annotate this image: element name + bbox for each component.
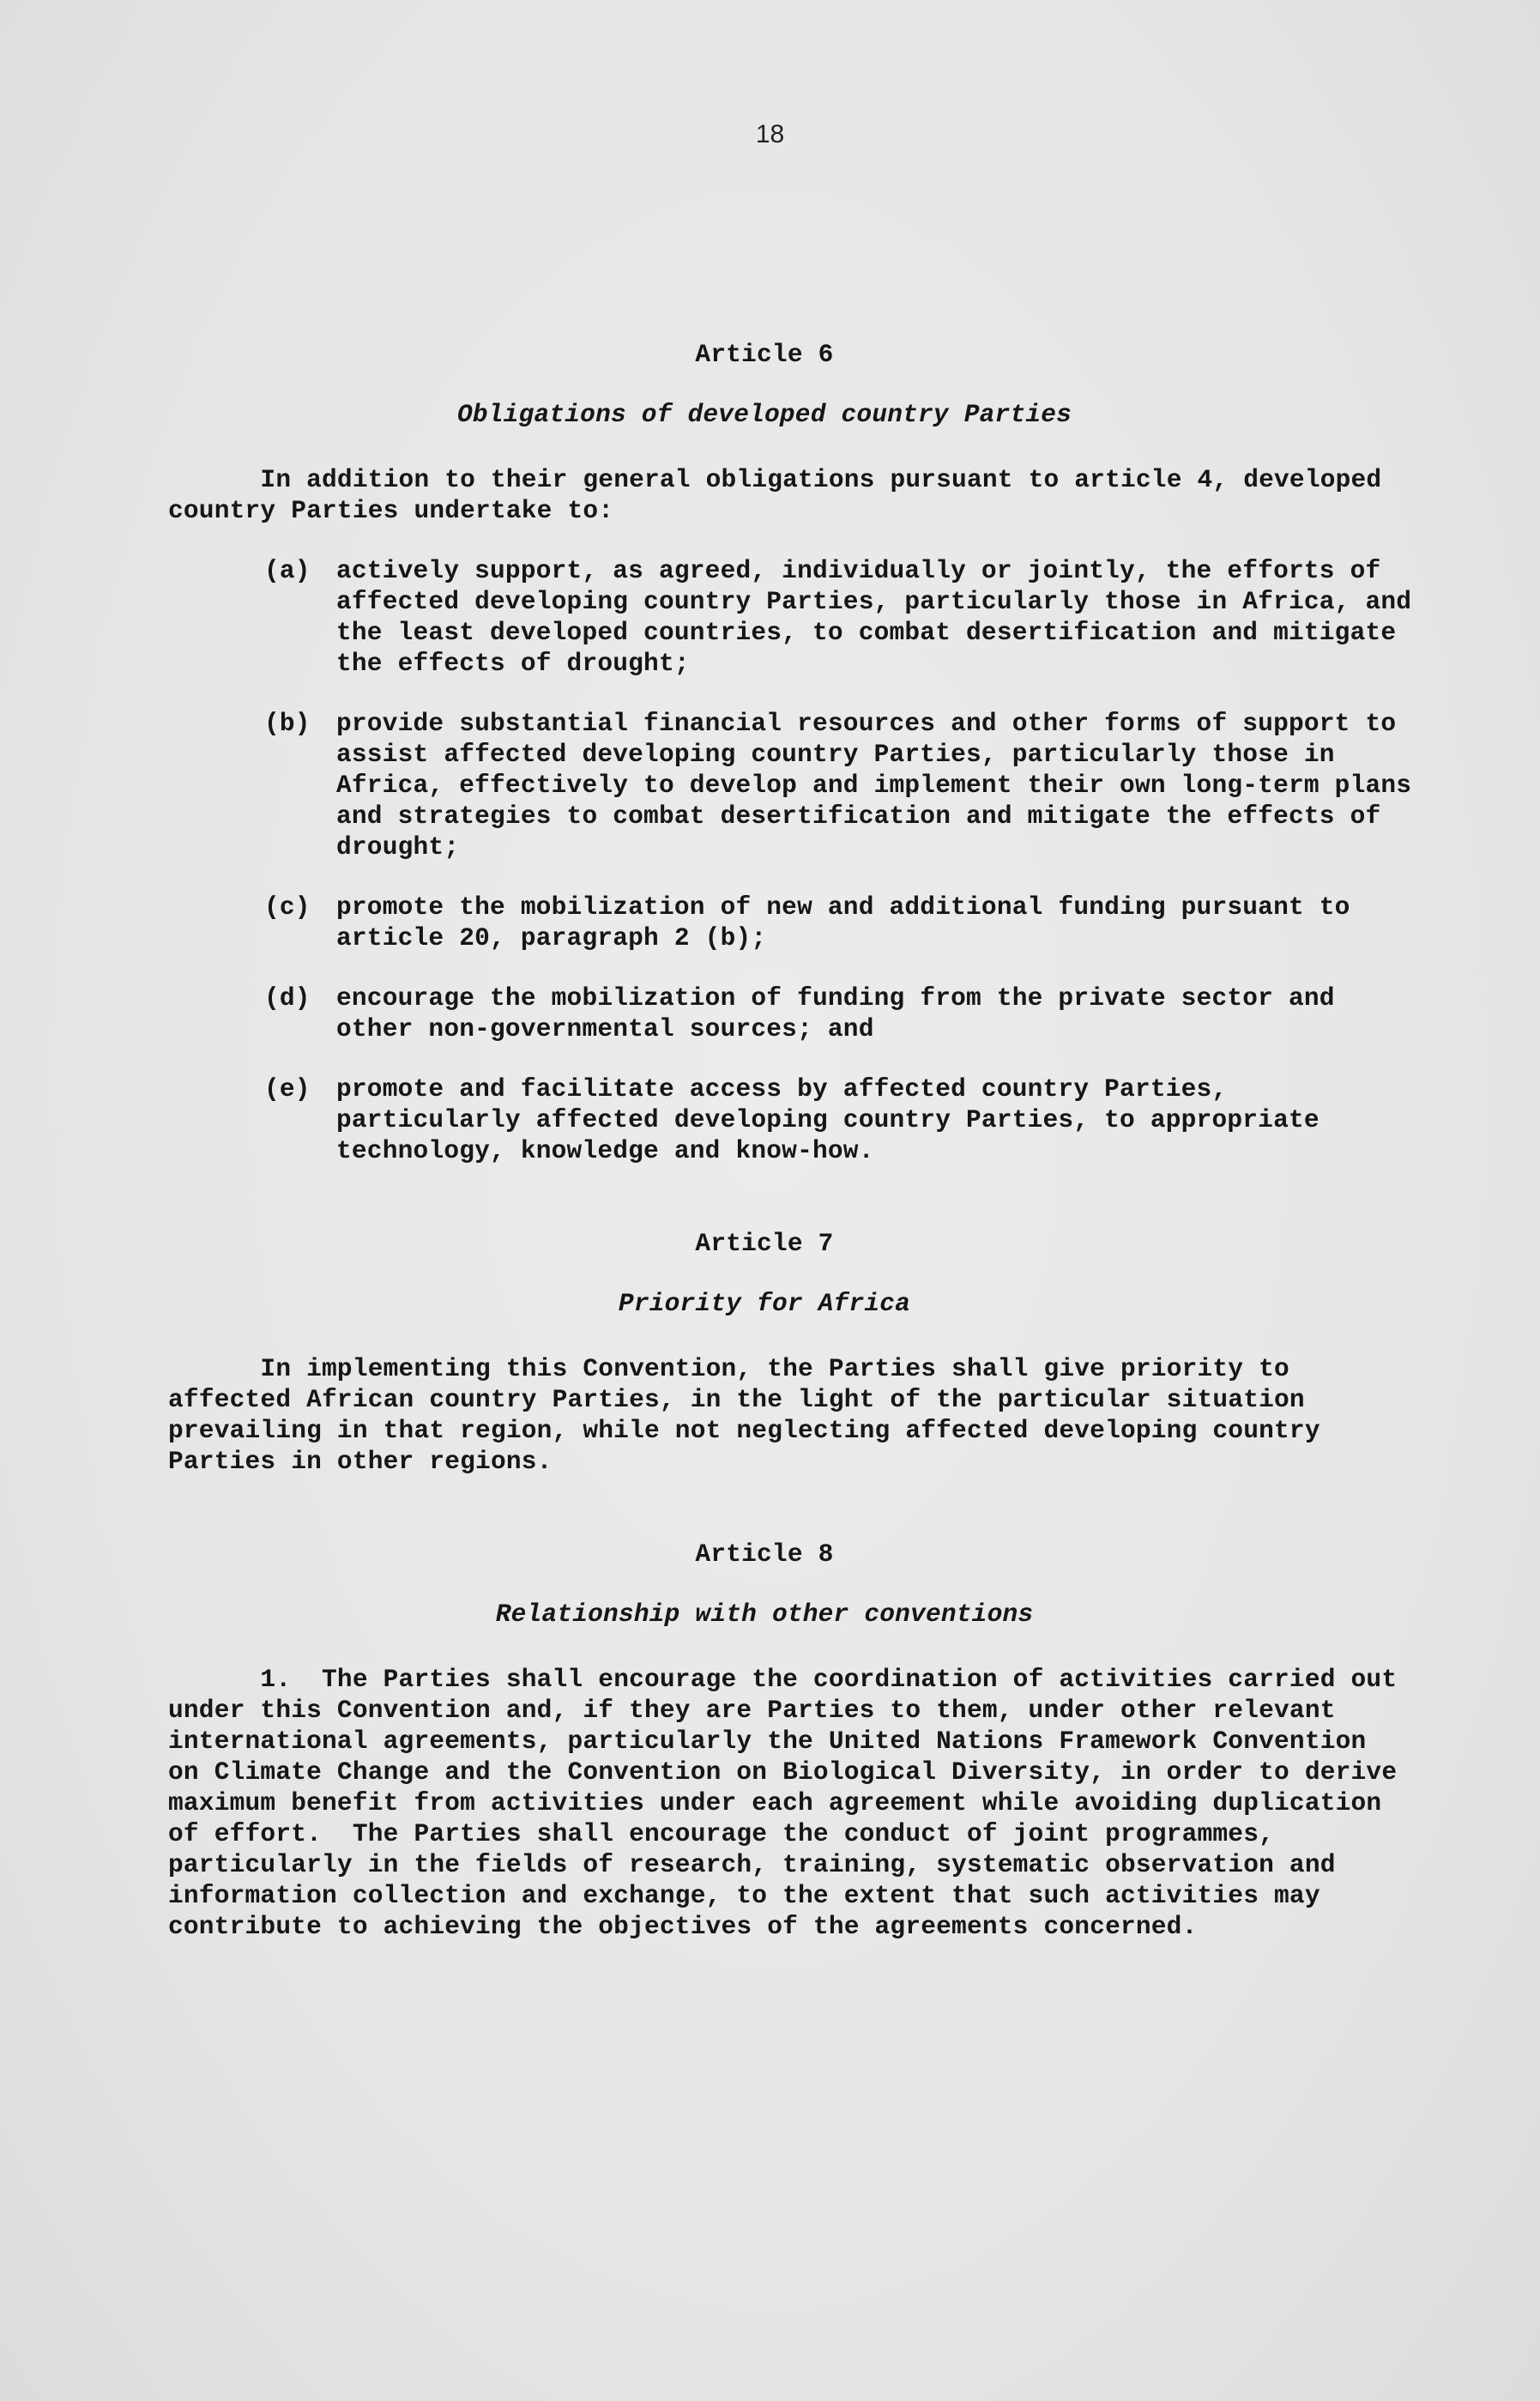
article-8-heading: Article 8 xyxy=(695,1539,834,1569)
article-7-heading: Article 7 xyxy=(695,1229,834,1258)
article-8 xyxy=(168,1539,1455,1942)
article-6-item-c xyxy=(264,892,1455,953)
article-7 xyxy=(168,1228,1455,1477)
item-label: (c) xyxy=(264,892,311,922)
article-6-intro: In addition to their general obligations pursuant to article 4, developed country Parties undertake to: xyxy=(168,465,1382,525)
item-label: (e) xyxy=(264,1074,311,1104)
article-6-subheading: Obligations of developed country Parties xyxy=(456,400,1072,429)
article-7-subheading: Priority for Africa xyxy=(618,1289,911,1318)
article-7-body: In implementing this Convention, the Parties shall give priority to affected African country Parties, in the light of the particular situation prevailing in that region, while not neglecting affected developing country Parties in other regions. xyxy=(168,1354,1320,1476)
article-6-item-d xyxy=(264,983,1455,1044)
article-6-item-e xyxy=(264,1073,1455,1166)
page-number: 18 xyxy=(755,120,785,148)
item-text: encourage the mobilization of funding from the private sector and other non-governmental sources; and xyxy=(336,983,1335,1043)
item-label: (b) xyxy=(264,709,311,738)
item-text: provide substantial financial resources and other forms of support to assist affected developing country Parties, particularly those in Africa, effectively to develop and implement their own long-term plans and strategies to combat desertification and mitigate the effects of drought; xyxy=(336,709,1412,862)
item-label: (d) xyxy=(264,983,311,1013)
article-6-item-b xyxy=(264,708,1455,862)
article-8-paragraph-1: 1. The Parties shall encourage the coordination of activities carried out under this Convention and, if they are Parties to them, under other relevant international agreements, particularly the United Nations Framework Convention on Climate Change and the Convention on Biological Diversity, in order to derive maximum benefit from activities under each agreement while avoiding duplication of effort. The Parties shall encourage the conduct of joint programmes, particularly in the fields of research, training, systematic observation and information collection and exchange, to the extent that such activities may contribute to achieving the objectives of the agreements concerned. xyxy=(168,1665,1398,1941)
item-text: promote and facilitate access by affected country Parties, particularly affected developing country Parties, to appropriate technology, knowledge and know-how. xyxy=(336,1074,1320,1165)
document-body xyxy=(168,339,1455,1942)
item-text: actively support, as agreed, individually or jointly, the efforts of affected developing country Parties, particularly those in Africa, and the least developed countries, to combat desertification and mitigate the effects of drought; xyxy=(336,556,1412,678)
article-8-subheading: Relationship with other conventions xyxy=(495,1600,1034,1629)
item-text: promote the mobilization of new and additional funding pursuant to article 20, paragraph 2 (b); xyxy=(336,892,1350,953)
article-6-item-a xyxy=(264,555,1455,679)
article-6-heading: Article 6 xyxy=(695,340,834,369)
article-6 xyxy=(168,339,1455,1166)
item-label: (a) xyxy=(264,556,311,585)
